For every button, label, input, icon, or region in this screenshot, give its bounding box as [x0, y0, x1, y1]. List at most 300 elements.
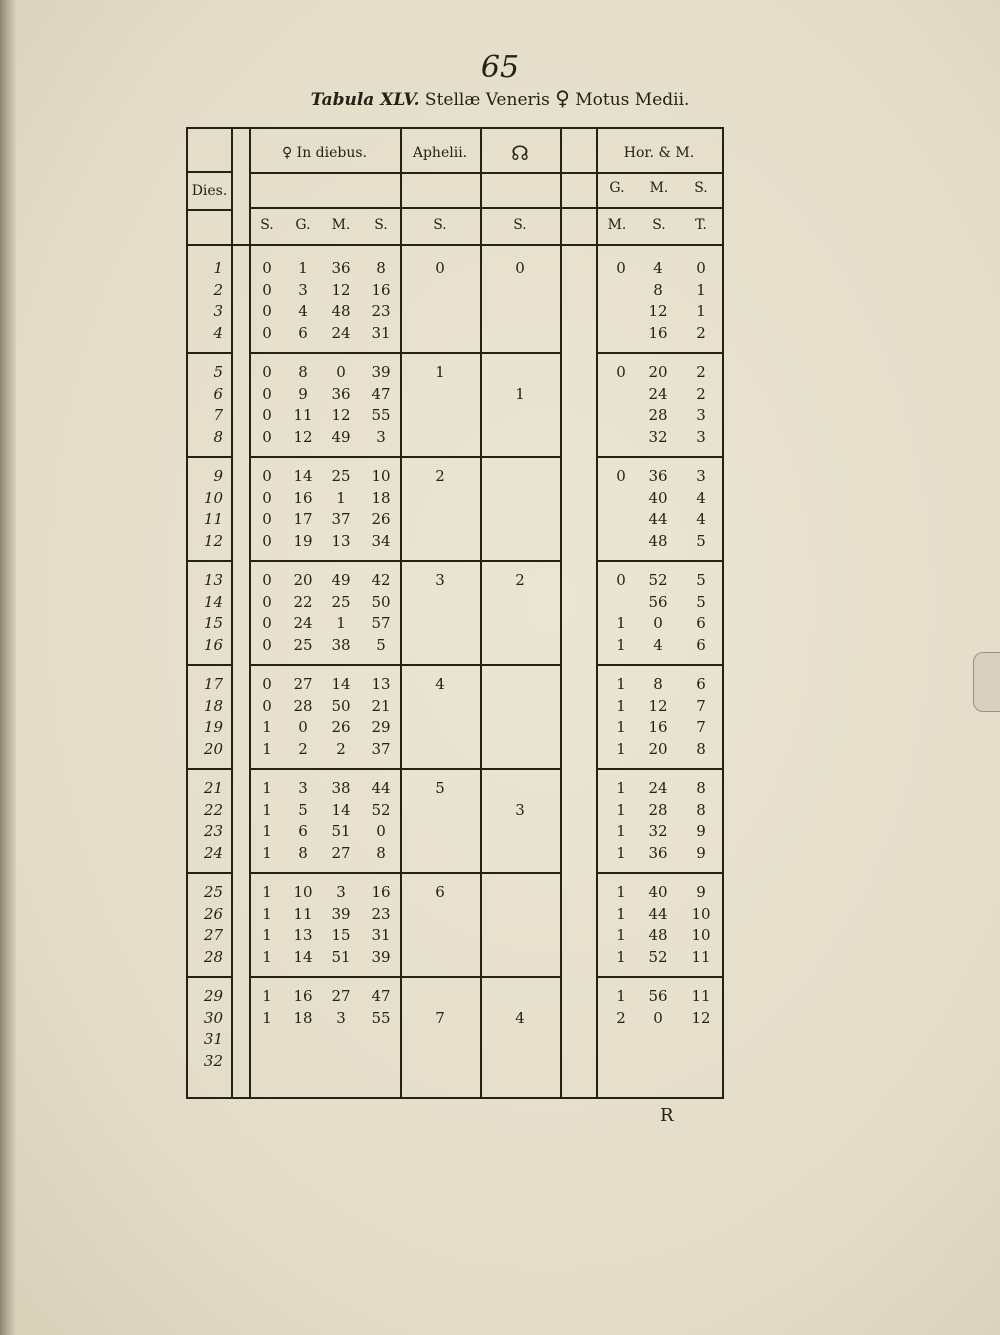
table-cell-d: 4	[213, 323, 223, 342]
table-cell-m: 26	[331, 718, 351, 736]
table-cell-d: 11	[203, 510, 223, 528]
table-cell-d: 14	[203, 592, 223, 611]
table-cell-sec: 23	[371, 302, 391, 320]
table-cell-sec: 8	[376, 843, 386, 862]
table-cell-m: 51	[331, 947, 351, 966]
table-cell-d: 24	[203, 843, 223, 862]
header-hor-m: Hor. & M.	[623, 145, 695, 161]
table-cell-hm: 32	[648, 822, 668, 840]
table-cell-d: 7	[213, 406, 223, 424]
table-cell-sec: 26	[371, 510, 391, 528]
table-cell-hm: 48	[648, 926, 668, 944]
table-cell-hm: 24	[648, 779, 668, 797]
table-cell-s: 0	[262, 427, 272, 446]
table-cell-m: 0	[336, 363, 346, 381]
table-cell-d: 17	[203, 675, 223, 693]
table-cell-d: 28	[203, 947, 223, 966]
table-cell-d: 22	[203, 800, 223, 819]
table-cell-m: 12	[331, 280, 351, 299]
table-cell-sec: 37	[371, 739, 391, 758]
table-cell-m: 50	[331, 696, 351, 715]
table-cell-hs: 7	[696, 718, 706, 736]
table-cell-g: 24	[293, 614, 313, 632]
table-cell-sec: 29	[371, 718, 391, 736]
table-cell-m: 49	[331, 571, 351, 589]
table-cell-s: 1	[262, 718, 272, 736]
table-cell-s: 0	[262, 302, 272, 320]
table-cell-aph: 3	[435, 571, 445, 589]
table-cell-sec: 39	[371, 947, 391, 966]
table-cell-s: 1	[262, 800, 272, 819]
table-cell-hg: 0	[616, 259, 626, 277]
table-cell-hs: 5	[696, 531, 706, 550]
sub-header-aph-s: S.	[433, 217, 447, 233]
rule-h-group	[188, 976, 231, 978]
table-cell-g: 18	[293, 1008, 313, 1027]
rule-h-group	[596, 976, 722, 978]
table-cell-aph: 7	[435, 1008, 445, 1027]
table-cell-g: 8	[298, 363, 308, 381]
table-cell-hm: 44	[648, 904, 668, 923]
table-cell-hg: 1	[616, 843, 626, 862]
table-cell-d: 25	[203, 883, 223, 901]
table-cell-sec: 10	[371, 467, 391, 485]
table-cell-d: 23	[203, 822, 223, 840]
table-cell-hs: 9	[696, 843, 706, 862]
table-cell-aph: 5	[435, 779, 445, 797]
table-cell-hg: 1	[616, 987, 626, 1005]
table-cell-hg: 1	[616, 739, 626, 758]
sub-header-node-s: S.	[513, 217, 527, 233]
table-cell-sec: 18	[371, 488, 391, 507]
table-cell-m: 15	[331, 926, 351, 944]
table-cell-hs: 9	[696, 883, 706, 901]
table-cell-s: 0	[262, 614, 272, 632]
table-cell-s: 1	[262, 739, 272, 758]
table-cell-hs: 8	[696, 779, 706, 797]
table-cell-d: 31	[203, 1030, 223, 1048]
table-cell-hs: 6	[696, 614, 706, 632]
table-cell-hg: 1	[616, 904, 626, 923]
table-cell-node: 4	[515, 1008, 525, 1027]
table-cell-g: 28	[293, 696, 313, 715]
table-cell-hs: 1	[696, 302, 706, 320]
signature-mark: R	[660, 1105, 674, 1126]
table-cell-s: 0	[262, 384, 272, 403]
table-cell-g: 17	[293, 510, 313, 528]
table-cell-hs: 2	[696, 384, 706, 403]
table-cell-g: 27	[293, 675, 313, 693]
table-cell-g: 16	[293, 488, 313, 507]
table-cell-hs: 3	[696, 406, 706, 424]
table-cell-hm: 28	[648, 406, 668, 424]
table-cell-s: 1	[262, 904, 272, 923]
table-cell-hs: 6	[696, 635, 706, 654]
rule-v	[231, 129, 233, 1097]
table-cell-hg: 1	[616, 696, 626, 715]
table-cell-hg: 2	[616, 1008, 626, 1027]
table-cell-m: 2	[336, 739, 346, 758]
table-cell-g: 25	[293, 635, 313, 654]
table-cell-hm: 28	[648, 800, 668, 819]
rule-h-group	[480, 768, 560, 770]
rule-h-group	[249, 768, 400, 770]
header-g: G.	[609, 180, 625, 196]
table-cell-g: 11	[293, 904, 313, 923]
rule-h-group	[249, 664, 400, 666]
rule-h-group	[480, 560, 560, 562]
table-cell-hs: 2	[696, 363, 706, 381]
table-cell-d: 8	[213, 427, 223, 446]
rule-h-group	[249, 976, 400, 978]
table-cell-node: 3	[515, 800, 525, 819]
table-cell-hg: 1	[616, 883, 626, 901]
table-cell-d: 29	[203, 987, 223, 1005]
table-cell-hm: 52	[648, 947, 668, 966]
table-cell-g: 0	[298, 718, 308, 736]
table-cell-s: 1	[262, 947, 272, 966]
rule-v	[596, 129, 598, 1097]
rule-h-group	[400, 976, 480, 978]
table-cell-hm: 20	[648, 363, 668, 381]
rule-h-group	[400, 872, 480, 874]
table-cell-s: 0	[262, 675, 272, 693]
rule-h-group	[188, 664, 231, 666]
table-cell-s: 1	[262, 883, 272, 901]
table-cell-sec: 47	[371, 987, 391, 1005]
rule-v	[249, 129, 251, 1097]
table-cell-node: 2	[515, 571, 525, 589]
table-cell-hm: 36	[648, 467, 668, 485]
table-cell-d: 3	[213, 302, 223, 320]
table-cell-s: 0	[262, 467, 272, 485]
table-cell-hs: 8	[696, 800, 706, 819]
table-cell-hm: 56	[648, 592, 668, 611]
table-cell-hm: 0	[653, 1008, 663, 1027]
table-cell-hm: 4	[653, 259, 663, 277]
table-cell-sec: 44	[371, 779, 391, 797]
sub-header-s: S.	[260, 217, 274, 233]
table-cell-s: 0	[262, 696, 272, 715]
table-cell-g: 3	[298, 280, 308, 299]
table-cell-g: 13	[293, 926, 313, 944]
table-title-text-b: Motus Medii.	[575, 90, 690, 110]
table-cell-s: 0	[262, 323, 272, 342]
table-cell-hg: 0	[616, 571, 626, 589]
table-cell-s: 0	[262, 635, 272, 654]
table-cell-g: 4	[298, 302, 308, 320]
table-cell-m: 36	[331, 384, 351, 403]
table-cell-sec: 16	[371, 883, 391, 901]
table-cell-d: 16	[203, 635, 223, 654]
table-cell-hm: 48	[648, 531, 668, 550]
table-cell-sec: 57	[371, 614, 391, 632]
rule-v	[560, 129, 562, 1097]
sub-header-g: G.	[295, 217, 311, 233]
table-cell-d: 32	[203, 1051, 223, 1070]
table-cell-d: 20	[203, 739, 223, 758]
header-dies: Dies.	[191, 183, 228, 199]
sub-header-hm-s: S.	[652, 217, 666, 233]
table-cell-hg: 1	[616, 614, 626, 632]
table-cell-d: 30	[203, 1008, 223, 1027]
table-cell-g: 14	[293, 947, 313, 966]
table-cell-hs: 8	[696, 739, 706, 758]
table-cell-node: 1	[515, 384, 525, 403]
table-cell-hm: 40	[648, 488, 668, 507]
table-cell-m: 38	[331, 635, 351, 654]
table-cell-hs: 3	[696, 467, 706, 485]
table-cell-m: 14	[331, 675, 351, 693]
table-cell-hg: 1	[616, 947, 626, 966]
table-cell-node: 0	[515, 259, 525, 277]
table-cell-d: 21	[203, 779, 223, 797]
table-cell-d: 19	[203, 718, 223, 736]
table-cell-d: 9	[213, 467, 223, 485]
table-cell-sec: 13	[371, 675, 391, 693]
node-symbol-icon: ☊	[511, 141, 529, 165]
table-cell-sec: 5	[376, 635, 386, 654]
table-cell-hg: 1	[616, 822, 626, 840]
rule-h-group	[480, 456, 560, 458]
table-cell-hs: 7	[696, 696, 706, 715]
table-cell-m: 51	[331, 822, 351, 840]
rule-h-group	[596, 560, 722, 562]
sub-header-hm-m: M.	[607, 217, 627, 233]
page-tab-marker	[973, 652, 1000, 712]
rule-h	[249, 172, 722, 174]
table-cell-hg: 1	[616, 675, 626, 693]
table-cell-s: 0	[262, 488, 272, 507]
rule-h-group	[188, 768, 231, 770]
header-m: M.	[649, 180, 669, 196]
table-cell-hs: 10	[691, 904, 711, 923]
table-cell-g: 19	[293, 531, 313, 550]
table-cell-hg: 1	[616, 718, 626, 736]
table-cell-g: 14	[293, 467, 313, 485]
table-cell-s: 0	[262, 363, 272, 381]
table-cell-d: 13	[203, 571, 223, 589]
rule-h-group	[188, 560, 231, 562]
table-cell-s: 1	[262, 822, 272, 840]
table-cell-hg: 1	[616, 779, 626, 797]
table-cell-m: 49	[331, 427, 351, 446]
table-title	[0, 86, 1000, 110]
table-cell-sec: 8	[376, 259, 386, 277]
table-cell-hm: 24	[648, 384, 668, 403]
table-cell-g: 20	[293, 571, 313, 589]
table-cell-aph: 2	[435, 467, 445, 485]
table-cell-sec: 34	[371, 531, 391, 550]
table-cell-sec: 31	[371, 926, 391, 944]
rule-h	[188, 171, 231, 173]
table-cell-hm: 56	[648, 987, 668, 1005]
table-cell-hm: 4	[653, 635, 663, 654]
venus-symbol-icon: ♀	[555, 86, 570, 110]
header-s: S.	[694, 180, 708, 196]
table-cell-g: 22	[293, 592, 313, 611]
rule-v	[480, 129, 482, 1097]
table-cell-hs: 5	[696, 571, 706, 589]
table-cell-hs: 11	[691, 987, 711, 1005]
table-cell-g: 8	[298, 843, 308, 862]
table-cell-sec: 0	[376, 822, 386, 840]
table-cell-hm: 12	[648, 696, 668, 715]
table-cell-hg: 1	[616, 926, 626, 944]
table-cell-hm: 52	[648, 571, 668, 589]
rule-h	[188, 209, 231, 211]
table-cell-d: 10	[203, 488, 223, 507]
table-cell-sec: 23	[371, 904, 391, 923]
table-cell-hm: 12	[648, 302, 668, 320]
table-cell-m: 25	[331, 592, 351, 611]
table-cell-g: 16	[293, 987, 313, 1005]
table-cell-sec: 55	[371, 406, 391, 424]
rule-h-group	[249, 456, 400, 458]
table-cell-g: 10	[293, 883, 313, 901]
table-cell-d: 27	[203, 926, 223, 944]
table-cell-d: 5	[213, 363, 223, 381]
table-cell-sec: 52	[371, 800, 391, 819]
table-cell-m: 27	[331, 843, 351, 862]
header-aphelii: Aphelii.	[412, 145, 468, 161]
table-cell-hm: 8	[653, 280, 663, 299]
table-cell-sec: 39	[371, 363, 391, 381]
table-cell-g: 12	[293, 427, 313, 446]
table-cell-hg: 0	[616, 363, 626, 381]
table-cell-s: 1	[262, 1008, 272, 1027]
table-cell-g: 11	[293, 406, 313, 424]
table-cell-aph: 4	[435, 675, 445, 693]
table-cell-m: 39	[331, 904, 351, 923]
book-gutter	[0, 0, 16, 1335]
rule-h-group	[188, 352, 231, 354]
table-cell-s: 0	[262, 510, 272, 528]
table-cell-hm: 8	[653, 675, 663, 693]
rule-h-group	[480, 664, 560, 666]
table-cell-hs: 6	[696, 675, 706, 693]
rule-h-group	[596, 352, 722, 354]
table-cell-hm: 40	[648, 883, 668, 901]
table-cell-hg: 1	[616, 800, 626, 819]
table-cell-s: 0	[262, 406, 272, 424]
table-cell-s: 0	[262, 280, 272, 299]
rule-h-group	[249, 352, 400, 354]
table-cell-m: 3	[336, 1008, 346, 1027]
table-cell-sec: 42	[371, 571, 391, 589]
table-cell-d: 26	[203, 904, 223, 923]
table-cell-hm: 44	[648, 510, 668, 528]
table-cell-m: 38	[331, 779, 351, 797]
table-cell-hm: 36	[648, 843, 668, 862]
rule-h-group	[480, 352, 560, 354]
table-cell-hs: 4	[696, 488, 706, 507]
header-in-diebus: ♀ In diebus.	[281, 145, 368, 161]
rule-h-group	[400, 768, 480, 770]
table-cell-hm: 16	[648, 323, 668, 342]
table-cell-sec: 3	[376, 427, 386, 446]
table-cell-hm: 16	[648, 718, 668, 736]
table-cell-m: 27	[331, 987, 351, 1005]
table-cell-hs: 9	[696, 822, 706, 840]
table-cell-sec: 16	[371, 280, 391, 299]
venus-mean-motion-table	[186, 127, 724, 1099]
table-cell-sec: 31	[371, 323, 391, 342]
table-cell-s: 0	[262, 592, 272, 611]
table-cell-hs: 1	[696, 280, 706, 299]
table-cell-g: 5	[298, 800, 308, 819]
table-cell-s: 0	[262, 259, 272, 277]
table-cell-d: 2	[213, 280, 223, 299]
table-cell-m: 24	[331, 323, 351, 342]
table-cell-aph: 1	[435, 363, 445, 381]
table-cell-hm: 20	[648, 739, 668, 758]
table-cell-d: 18	[203, 696, 223, 715]
rule-h-group	[188, 872, 231, 874]
table-cell-hs: 2	[696, 323, 706, 342]
table-cell-g: 6	[298, 323, 308, 342]
table-cell-m: 1	[336, 614, 346, 632]
table-cell-m: 12	[331, 406, 351, 424]
table-cell-s: 0	[262, 531, 272, 550]
table-cell-sec: 21	[371, 696, 391, 715]
table-cell-hs: 3	[696, 427, 706, 446]
rule-h-group	[188, 456, 231, 458]
table-cell-hs: 11	[691, 947, 711, 966]
rule-h-group	[596, 456, 722, 458]
table-cell-s: 1	[262, 987, 272, 1005]
table-cell-g: 9	[298, 384, 308, 403]
table-cell-hs: 4	[696, 510, 706, 528]
table-cell-hm: 32	[648, 427, 668, 446]
table-cell-d: 6	[213, 384, 223, 403]
rule-h-group	[400, 560, 480, 562]
rule-h-group	[596, 664, 722, 666]
rule-h-group	[249, 872, 400, 874]
table-cell-d: 15	[203, 614, 223, 632]
table-cell-m: 1	[336, 488, 346, 507]
rule-h-group	[596, 768, 722, 770]
table-cell-g: 1	[298, 259, 308, 277]
rule-h-group	[596, 872, 722, 874]
table-cell-d: 1	[213, 259, 223, 277]
sub-header-m: M.	[331, 217, 351, 233]
table-cell-hg: 1	[616, 635, 626, 654]
table-cell-aph: 6	[435, 883, 445, 901]
table-cell-aph: 0	[435, 259, 445, 277]
rule-h-group	[249, 560, 400, 562]
table-cell-g: 2	[298, 739, 308, 758]
table-cell-hs: 12	[691, 1008, 711, 1027]
table-cell-g: 3	[298, 779, 308, 797]
rule-h	[188, 244, 722, 246]
table-cell-s: 1	[262, 843, 272, 862]
table-cell-s: 0	[262, 571, 272, 589]
sub-header-hm-t: T.	[695, 217, 707, 233]
table-cell-m: 3	[336, 883, 346, 901]
rule-h-group	[400, 664, 480, 666]
rule-h-group	[400, 456, 480, 458]
table-cell-hs: 0	[696, 259, 706, 277]
sub-header-s2: S.	[374, 217, 388, 233]
table-cell-s: 1	[262, 926, 272, 944]
table-cell-g: 6	[298, 822, 308, 840]
table-cell-s: 1	[262, 779, 272, 797]
table-cell-m: 37	[331, 510, 351, 528]
rule-h	[249, 207, 722, 209]
table-cell-hg: 0	[616, 467, 626, 485]
table-cell-m: 48	[331, 302, 351, 320]
